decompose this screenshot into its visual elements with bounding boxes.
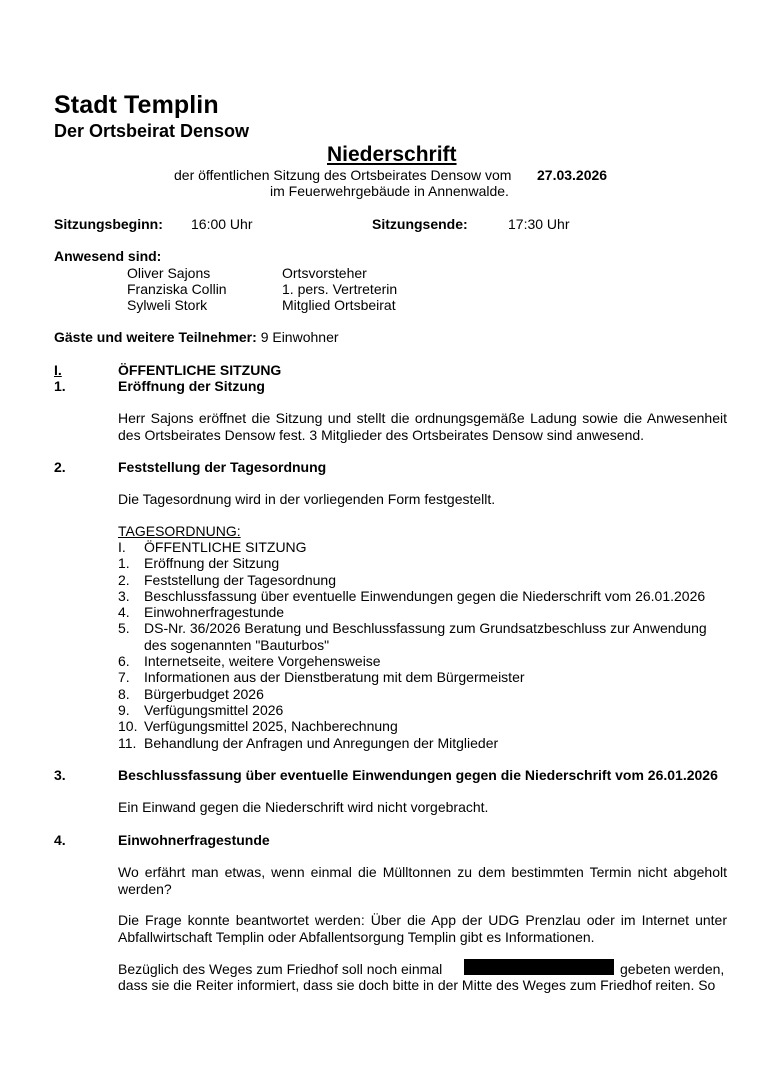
member-role: Ortsvorsteher [282,265,367,281]
agenda-item-number: 5. [118,620,130,637]
member-name: Oliver Sajons [127,265,211,281]
section-4-number: 4. [54,832,66,848]
section-4-paragraph-end: dass sie die Reiter informiert, dass sie doch bitte in der Mitte des Weges zum Friedhof reiten. So [118,977,716,993]
agenda-item-text: DS-Nr. 36/2026 Beratung und Beschlussfassung zum Grundsatzbeschluss zur Anwendung des sogenannten "Bauturbos" [144,620,707,653]
end-label: Sitzungsende: [372,216,468,232]
agenda-item [118,539,727,555]
section-3-text: Ein Einwand gegen die Niederschrift wird nicht vorgebracht. [118,799,489,815]
agenda-item-text: Internetseite, weitere Vorgehensweise [144,653,381,670]
agenda-item-number: 2. [118,571,130,588]
agenda-item-text: Einwohnerfragestunde [144,604,285,621]
agenda-item-number: 11. [118,734,137,751]
document-title: Niederschrift [327,143,457,166]
section-3-title: Beschlussfassung über eventuelle Einwendungen gegen die Niederschrift vom 26.01.2026 [118,767,718,783]
member-name: Sylweli Stork [127,297,208,313]
section-1-title: Eröffnung der Sitzung [118,378,265,394]
agenda-item-text: Informationen aus der Dienstberatung mit dem Bürgermeister [144,669,525,686]
section-4-title: Einwohnerfragestunde [118,832,270,848]
section-number: I. [54,362,62,378]
redaction-bar [464,959,614,975]
session-date: 27.03.2026 [537,167,608,183]
agenda-item [118,735,727,751]
attendance-label: Anwesend sind: [54,248,162,264]
section-public-heading [54,362,282,378]
start-label: Sitzungsbeginn: [54,216,163,232]
agenda-item [118,702,727,718]
section-2-text: Die Tagesordnung wird in der vorliegenden Form festgestellt. [118,491,496,507]
agenda-item [118,718,727,734]
section-2-title: Feststellung der Tagesordnung [118,459,327,475]
agenda-item-text: Verfügungsmittel 2026 [144,701,284,718]
section-4-paragraph-start: Bezüglich des Weges zum Friedhof soll noch einmal [118,961,443,977]
section-1-text: Herr Sajons eröffnet die Sitzung und stellt die ordnungsgemäße Ladung sowie die Anwesenheit des Ortsbeirates Densow fest. 3 Mitglieder des Ortsbeirates Densow sind anwesend. [118,410,727,443]
agenda-item [118,669,727,685]
agenda-item-number: 9. [118,701,130,718]
agenda-item [118,653,727,669]
agenda-item-number: 4. [118,604,130,621]
agenda-item-number: 10. [118,718,138,735]
agenda-item [118,620,727,653]
city-name: Stadt Templin [54,91,219,119]
section-4-answer: Die Frage konnte beantwortet werden: Über die App der UDG Prenzlau oder im Internet unter Abfallwirtschaft Templin oder Abfallentsorgung Templin gibt es Informationen. [118,912,727,945]
member-name: Franziska Collin [127,281,227,297]
agenda-item-text: Behandlung der Anfragen und Anregungen der Mitglieder [144,734,499,751]
agenda-item-number: 3. [118,587,130,604]
member-role: 1. pers. Vertreterin [282,281,398,297]
agenda-item [118,604,727,620]
start-value: 16:00 Uhr [191,216,253,232]
agenda-item-text: ÖFFENTLICHE SITZUNG [144,539,307,555]
section-4-paragraph-mid: gebeten werden, [620,961,725,977]
agenda-item-number: I. [118,539,126,555]
guests-label: Gäste und weitere Teilnehmer: [54,329,257,345]
agenda-item-number: 7. [118,669,130,686]
agenda-item [118,588,727,604]
agenda-item-text: Feststellung der Tagesordnung [144,571,336,588]
agenda-item [118,572,727,588]
agenda-item [118,555,727,571]
agenda-item [118,686,727,702]
subtitle-line-2: im Feuerwehrgebäude in Annenwalde. [270,183,509,199]
council-name: Der Ortsbeirat Densow [54,121,250,141]
section-4-question: Wo erfährt man etwas, wenn einmal die Mülltonnen zu dem bestimmten Termin nicht abgeholt werden? [118,864,727,897]
agenda-item-number: 1. [118,555,130,572]
guests-line [54,329,339,345]
agenda-list [118,539,727,751]
guests-value: 9 Einwohner [260,329,339,345]
end-value: 17:30 Uhr [508,216,570,232]
agenda-item-text: Bürgerbudget 2026 [144,685,264,702]
section-title: ÖFFENTLICHE SITZUNG [118,362,282,378]
section-1-number: 1. [54,378,66,394]
subtitle-line-1: der öffentlichen Sitzung des Ortsbeirates Densow vom [174,167,512,183]
section-2-number: 2. [54,459,66,475]
agenda-item-text: Eröffnung der Sitzung [144,555,280,572]
agenda-item-number: 6. [118,653,130,670]
agenda-item-number: 8. [118,685,130,702]
agenda-item-text: Verfügungsmittel 2025, Nachberechnung [144,718,398,735]
agenda-heading: TAGESORDNUNG: [118,523,241,539]
agenda-item-text: Beschlussfassung über eventuelle Einwendungen gegen die Niederschrift vom 26.01.2026 [144,587,706,604]
section-3-number: 3. [54,767,66,783]
member-role: Mitglied Ortsbeirat [282,297,396,313]
